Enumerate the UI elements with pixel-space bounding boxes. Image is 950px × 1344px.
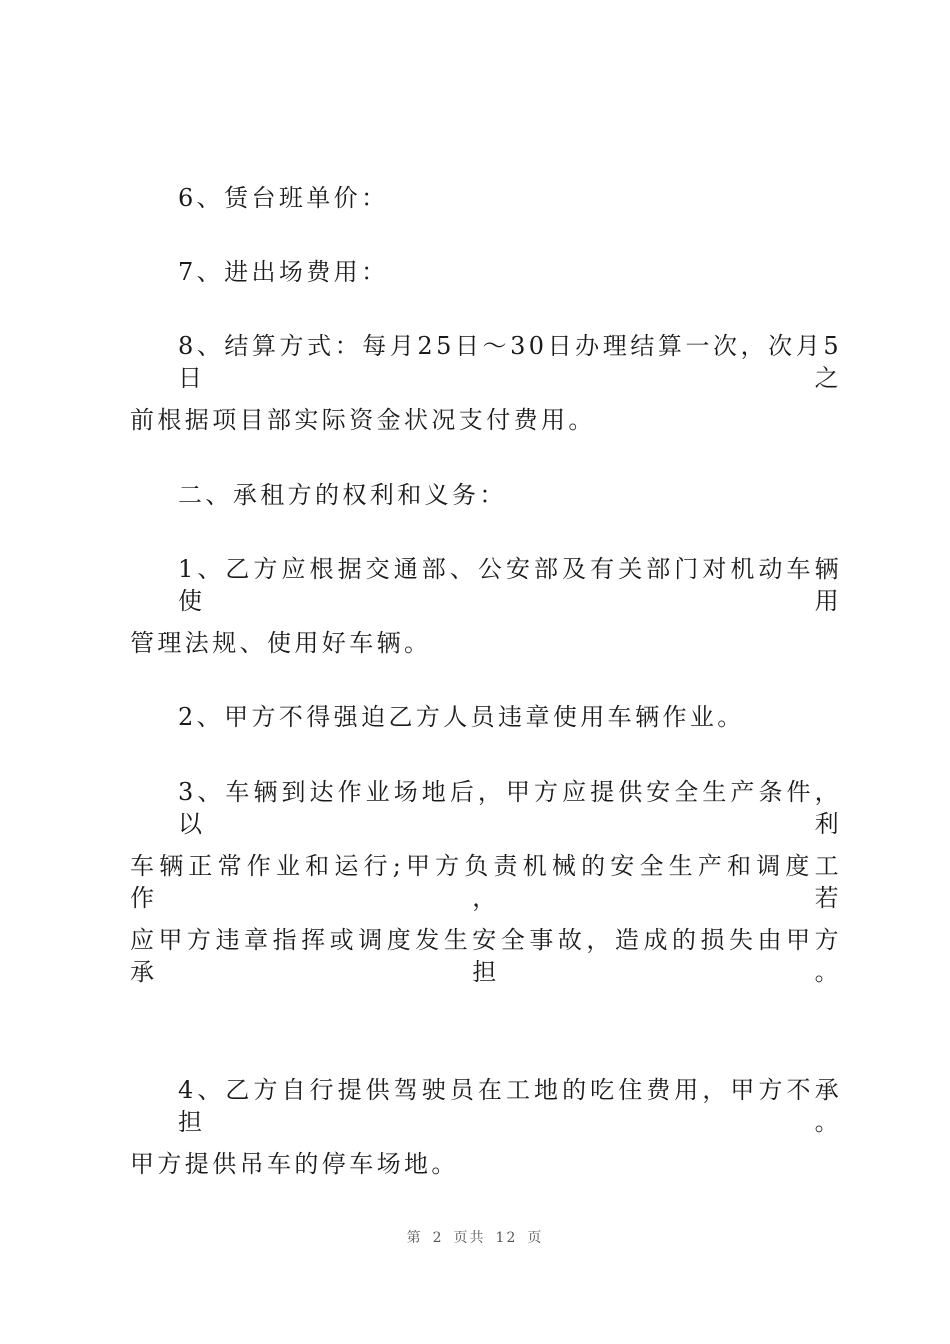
clause-2: 2、甲方不得强迫乙方人员违章使用车辆作业。 <box>178 703 745 731</box>
clause-7-entry-exit-fee: 7、进出场费用： <box>178 258 389 286</box>
clause-8-settlement-line-2: 前根据项目部实际资金状况支付费用。 <box>130 406 596 434</box>
clause-6-rental-price: 6、赁台班单价： <box>178 184 389 212</box>
footer-label-page: 第 <box>406 1230 423 1246</box>
page-footer <box>0 1228 950 1248</box>
clause-8-settlement-line-1: 8、结算方式：每月25日～30日办理结算一次，次月5日之 <box>178 332 842 392</box>
footer-total-pages: 12 <box>495 1230 518 1246</box>
footer-label-end: 页 <box>527 1230 544 1246</box>
clause-1-line-1: 1、乙方应根据交通部、公安部及有关部门对机动车辆使用 <box>178 555 842 615</box>
clause-3-line-1: 3、车辆到达作业场地后，甲方应提供安全生产条件，以利 <box>178 778 842 838</box>
footer-label-page-unit: 页共 <box>453 1230 486 1246</box>
section-heading-lessee-rights: 二、承租方的权利和义务： <box>178 481 507 509</box>
footer-current-page: 2 <box>432 1230 444 1246</box>
clause-4-line-2: 甲方提供吊车的停车场地。 <box>130 1150 459 1178</box>
clause-3-line-3: 应甲方违章指挥或调度发生安全事故，造成的损失由甲方承担。 <box>130 926 842 986</box>
clause-4-line-1: 4、乙方自行提供驾驶员在工地的吃住费用，甲方不承担。 <box>178 1076 842 1136</box>
clause-3-line-2: 车辆正常作业和运行;甲方负责机械的安全生产和调度工作，若 <box>130 852 842 912</box>
clause-1-line-2: 管理法规、使用好车辆。 <box>130 629 432 657</box>
